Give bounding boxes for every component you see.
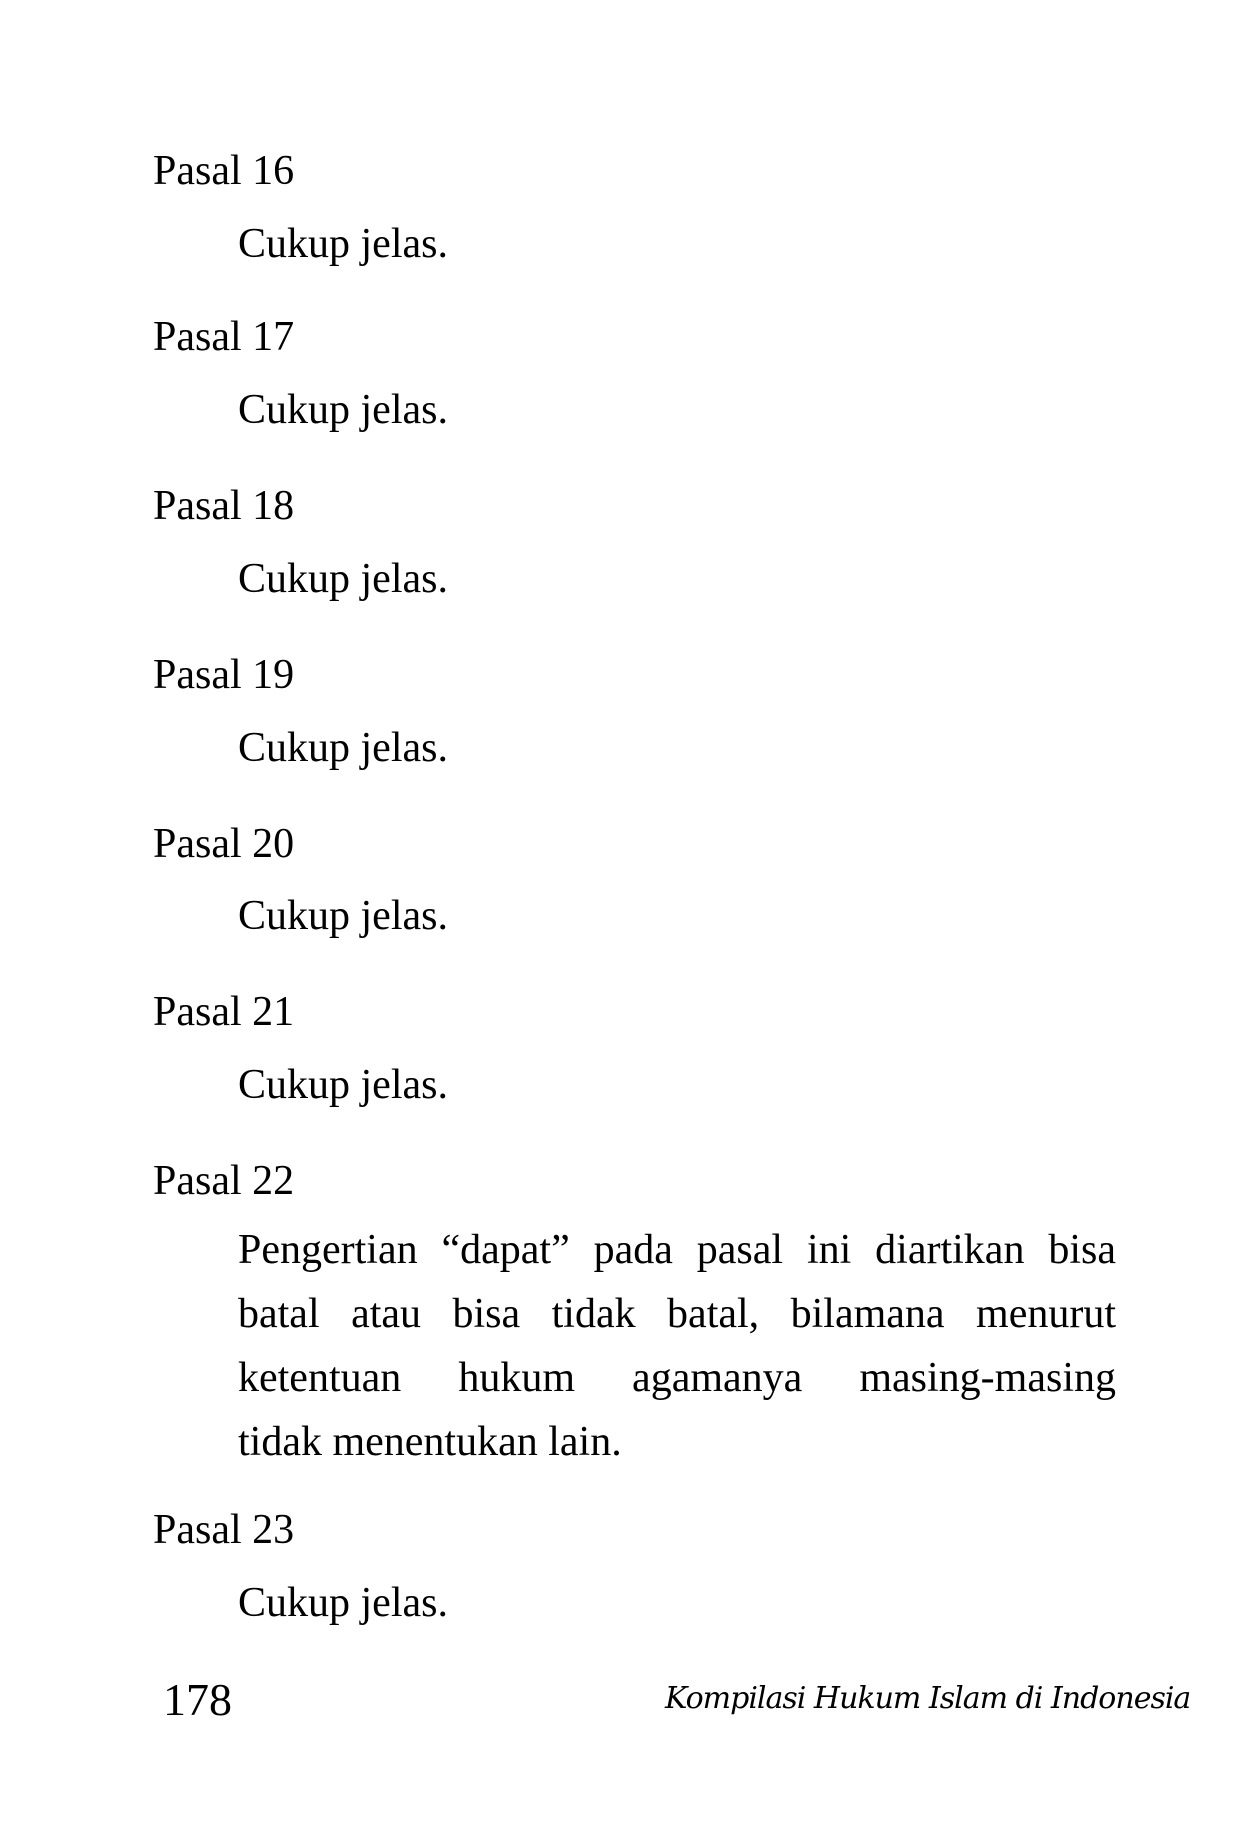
article-heading: Pasal 20 [153, 821, 295, 867]
article-body: Cukup jelas. [238, 725, 448, 771]
article-body: Cukup jelas. [238, 1580, 448, 1626]
paragraph-line: tidak menentukan lain. [238, 1419, 622, 1465]
article-body: Cukup jelas. [238, 893, 448, 939]
article-body: Cukup jelas. [238, 1062, 448, 1108]
article-body: Cukup jelas. [238, 221, 448, 267]
article-heading: Pasal 19 [153, 652, 295, 698]
article-paragraph [238, 1218, 1116, 1474]
article-heading: Pasal 22 [153, 1158, 295, 1204]
paragraph-line: Pengertian “dapat” pada pasal ini diartikan bisa [238, 1227, 1116, 1273]
article-heading: Pasal 17 [153, 314, 295, 360]
article-body: Cukup jelas. [238, 556, 448, 602]
article-body: Cukup jelas. [238, 387, 448, 433]
paragraph-line: batal atau bisa tidak batal, bilamana menurut [238, 1291, 1116, 1337]
page-number: 178 [163, 1674, 232, 1725]
paragraph-line: ketentuan hukum agamanya masing-masing [238, 1355, 1116, 1401]
article-heading: Pasal 21 [153, 989, 295, 1035]
article-heading: Pasal 18 [153, 483, 295, 529]
article-heading: Pasal 23 [153, 1507, 295, 1553]
running-footer-title: Kompilasi Hukum Islam di Indonesia [665, 1681, 1191, 1716]
article-heading: Pasal 16 [153, 148, 295, 194]
